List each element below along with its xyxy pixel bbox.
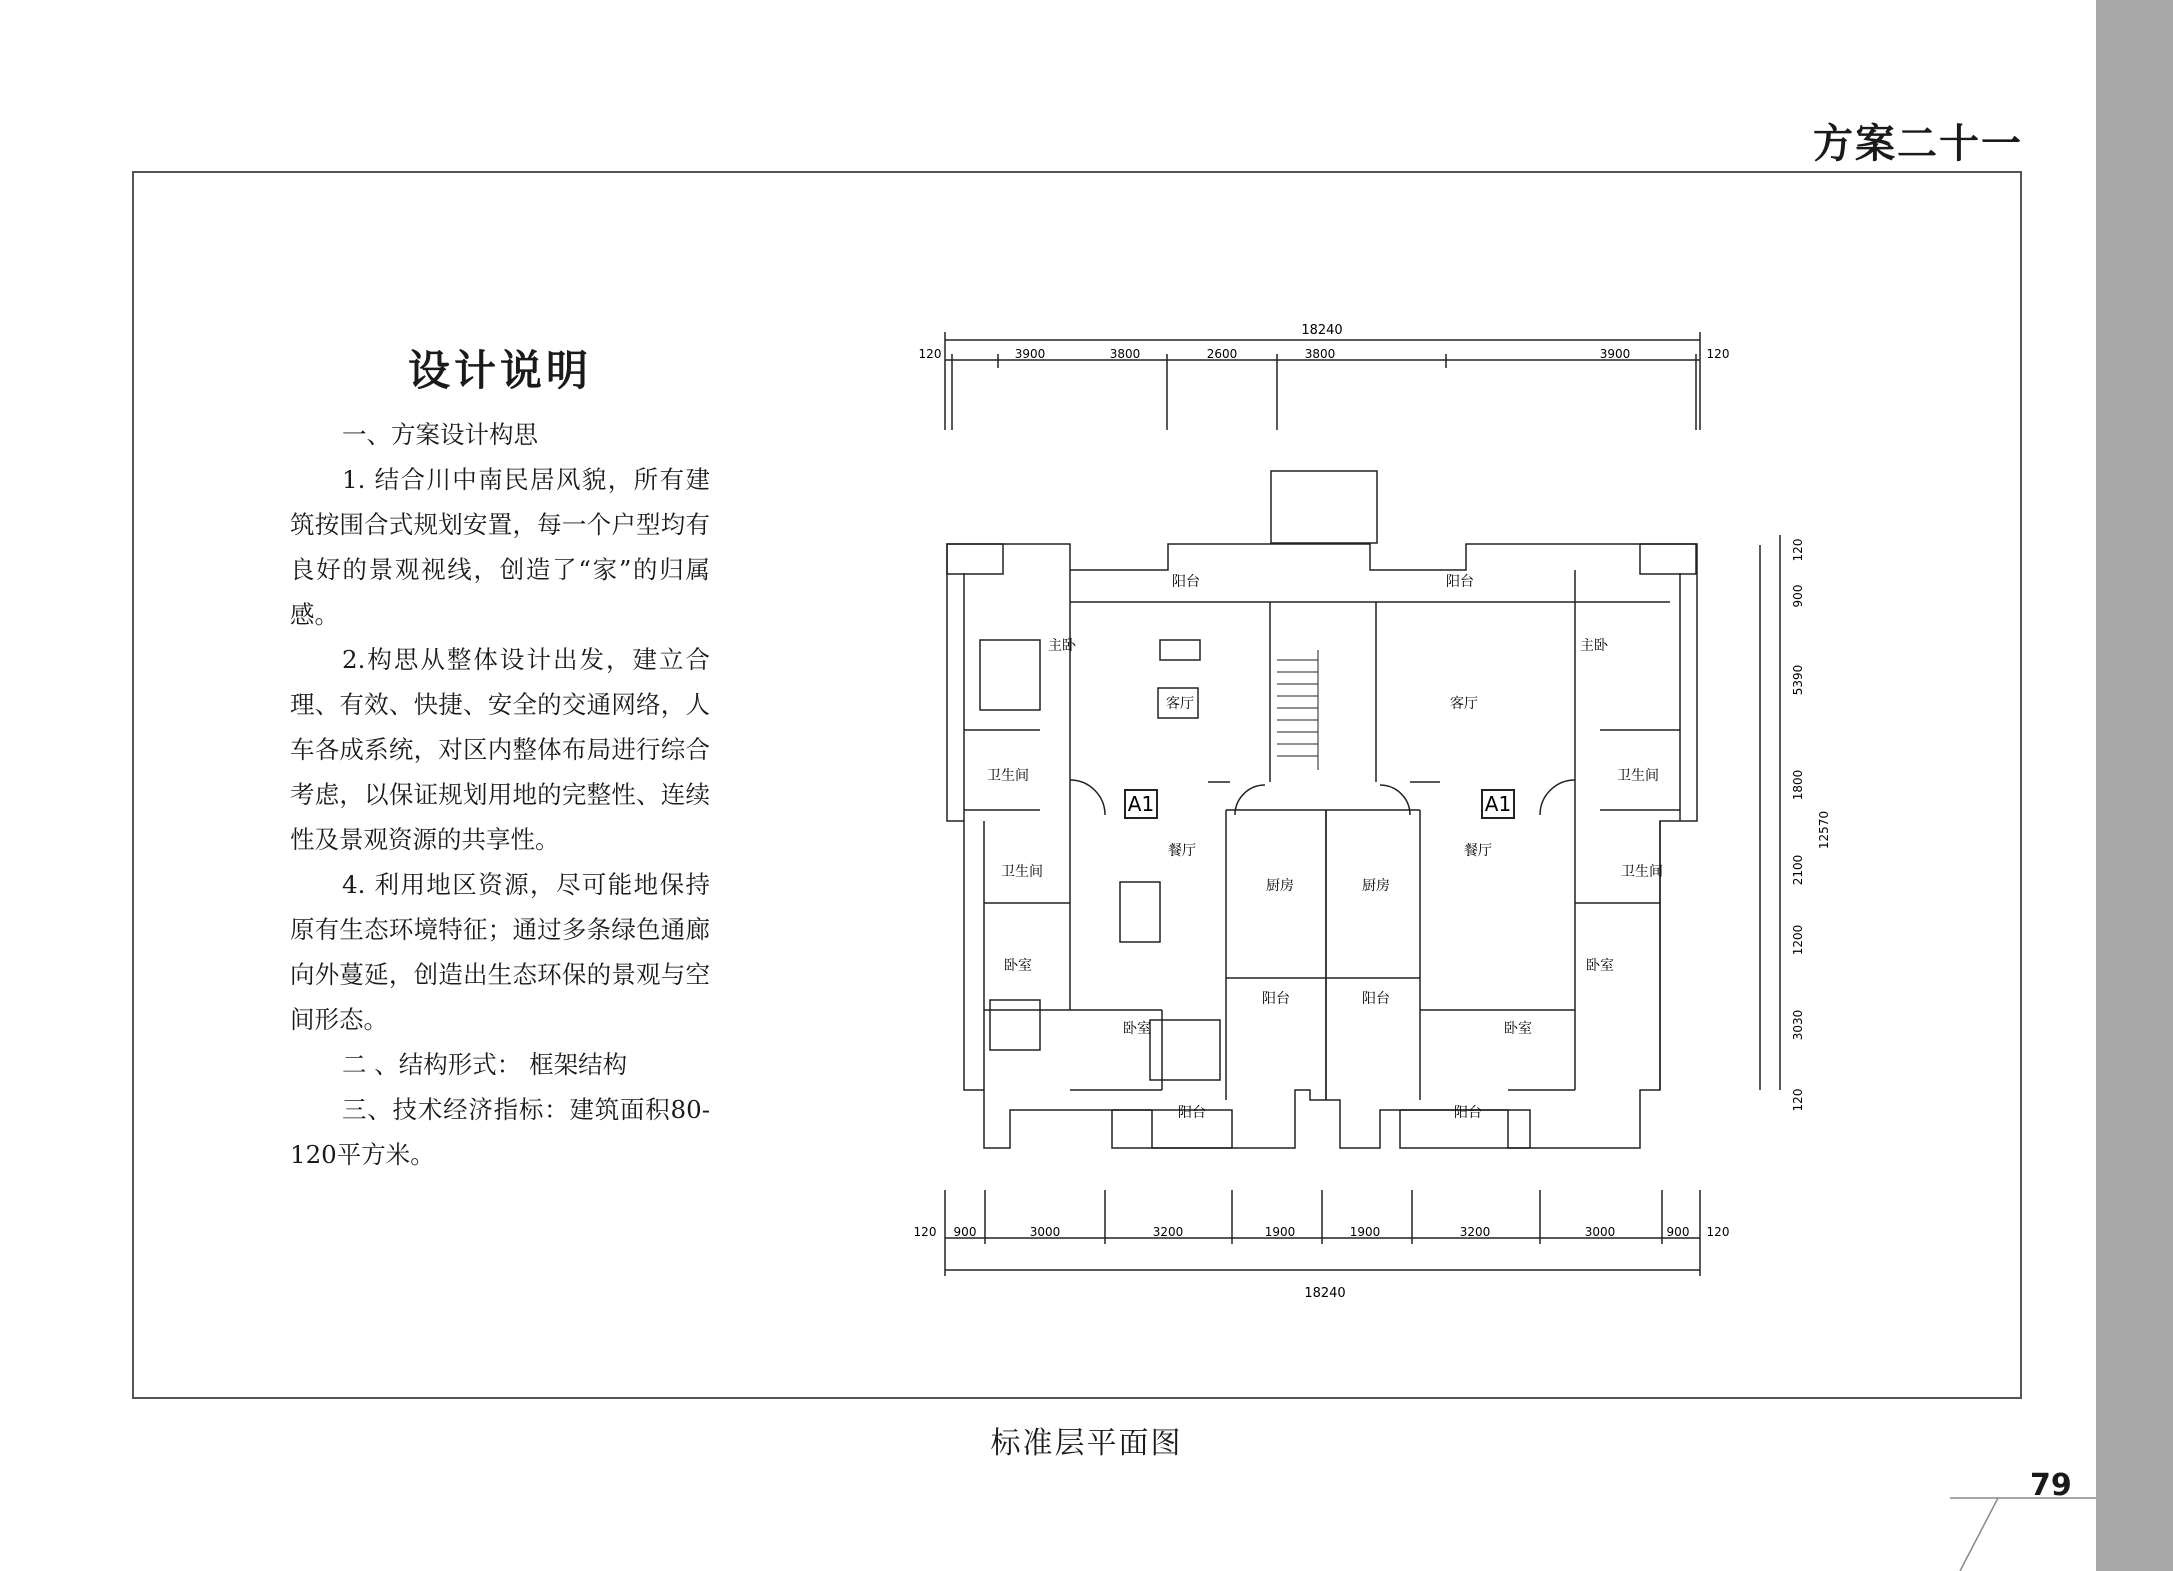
room-master-bedroom-left: 主卧 xyxy=(1048,638,1076,654)
dim-bottom-3: 3200 xyxy=(1152,1225,1184,1239)
notes-title: 设计说明 xyxy=(407,346,592,395)
notes-paragraph-2: 2.构思从整体设计出发，建立合理、有效、快捷、安全的交通网络，人车各成系统，对区内整体布局进行综合考虑，以保证规划用地的完整性、连续性及景观资源的共享性。 xyxy=(290,645,710,854)
room-balcony-left: 阳台 xyxy=(1172,574,1200,590)
page-corner-decoration xyxy=(1950,1490,2096,1571)
unit-tag-right: A1 xyxy=(1484,792,1512,816)
floor-plan-drawing xyxy=(900,310,1831,1310)
room-bedroom-right-1: 卧室 xyxy=(1586,958,1614,974)
room-bedroom-right-2: 卧室 xyxy=(1504,1021,1532,1037)
dim-bottom-8: 900 xyxy=(1666,1225,1690,1239)
unit-tag-left: A1 xyxy=(1127,792,1155,816)
room-master-bedroom-right: 主卧 xyxy=(1580,638,1608,654)
page-number: 79 xyxy=(2030,1468,2072,1503)
room-bathroom-right-2: 卫生间 xyxy=(1621,864,1663,880)
notes-section-1: 一、方案设计构思 xyxy=(342,420,538,449)
dim-top-4: 3800 xyxy=(1304,347,1336,361)
room-balcony-bottom-right: 阳台 xyxy=(1454,1105,1482,1121)
scheme-title: 方案二十一 xyxy=(1813,121,2023,167)
dim-top-5: 3900 xyxy=(1599,347,1631,361)
room-balcony-right: 阳台 xyxy=(1446,574,1474,590)
room-bathroom-left-1: 卫生间 xyxy=(987,768,1029,784)
dim-bottom-5: 1900 xyxy=(1349,1225,1381,1239)
notes-section-3: 三、技术经济指标：建筑面积80-120平方米。 xyxy=(290,1095,710,1169)
room-living-left: 客厅 xyxy=(1166,696,1194,712)
room-living-right: 客厅 xyxy=(1450,696,1478,712)
room-kitchen-right: 厨房 xyxy=(1362,878,1390,894)
dim-top-6: 120 xyxy=(1706,347,1730,361)
dim-bottom-7: 3000 xyxy=(1584,1225,1616,1239)
dim-right-0: 120 xyxy=(1791,538,1805,562)
notes-paragraph-3: 4. 利用地区资源，尽可能地保持原有生态环境特征；通过多条绿色通廊向外蔓延，创造出生态环保的景观与空间形态。 xyxy=(290,870,710,1034)
dim-bottom-0: 120 xyxy=(913,1225,937,1239)
dim-right-6: 3030 xyxy=(1791,1009,1805,1041)
design-notes xyxy=(290,338,710,1177)
dim-right-2: 5390 xyxy=(1791,664,1805,696)
dim-top-0: 120 xyxy=(918,347,942,361)
dim-top-1: 3900 xyxy=(1014,347,1046,361)
dim-bottom-1: 900 xyxy=(953,1225,977,1239)
room-kitchen-left: 厨房 xyxy=(1266,878,1294,894)
notes-section-2: 二 、结构形式： 框架结构 xyxy=(342,1050,628,1079)
dim-right-7: 120 xyxy=(1791,1088,1805,1112)
floor-plan xyxy=(900,310,1831,1310)
room-balcony-bottom-left: 阳台 xyxy=(1178,1105,1206,1121)
dim-total-bottom: 18240 xyxy=(1304,1286,1346,1301)
room-dining-right: 餐厅 xyxy=(1464,843,1492,859)
room-balcony-service-right: 阳台 xyxy=(1362,991,1390,1007)
dim-top-2: 3800 xyxy=(1109,347,1141,361)
plan-caption: 标准层平面图 xyxy=(990,1426,1183,1461)
room-bathroom-right-1: 卫生间 xyxy=(1617,768,1659,784)
dim-right-total: 12570 xyxy=(1817,810,1831,850)
dim-right-4: 2100 xyxy=(1791,854,1805,886)
page-edge-band xyxy=(2096,0,2173,1571)
dim-bottom-6: 3200 xyxy=(1459,1225,1491,1239)
dim-bottom-9: 120 xyxy=(1706,1225,1730,1239)
room-dining-left: 餐厅 xyxy=(1168,843,1196,859)
dim-right-1: 900 xyxy=(1791,584,1805,608)
dim-top-3: 2600 xyxy=(1206,347,1238,361)
notes-paragraph-1: 1. 结合川中南民居风貌，所有建筑按围合式规划安置，每一个户型均有良好的景观视线，创造了“家”的归属感。 xyxy=(290,465,710,629)
room-bedroom-left-1: 卧室 xyxy=(1004,958,1032,974)
room-balcony-service-left: 阳台 xyxy=(1262,991,1290,1007)
dim-right-3: 1800 xyxy=(1791,769,1805,801)
room-bedroom-left-2: 卧室 xyxy=(1123,1021,1151,1037)
dim-bottom-4: 1900 xyxy=(1264,1225,1296,1239)
room-bathroom-left-2: 卫生间 xyxy=(1001,864,1043,880)
dim-total-top: 18240 xyxy=(1301,323,1343,338)
dim-bottom-2: 3000 xyxy=(1029,1225,1061,1239)
dim-right-5: 1200 xyxy=(1791,924,1805,956)
